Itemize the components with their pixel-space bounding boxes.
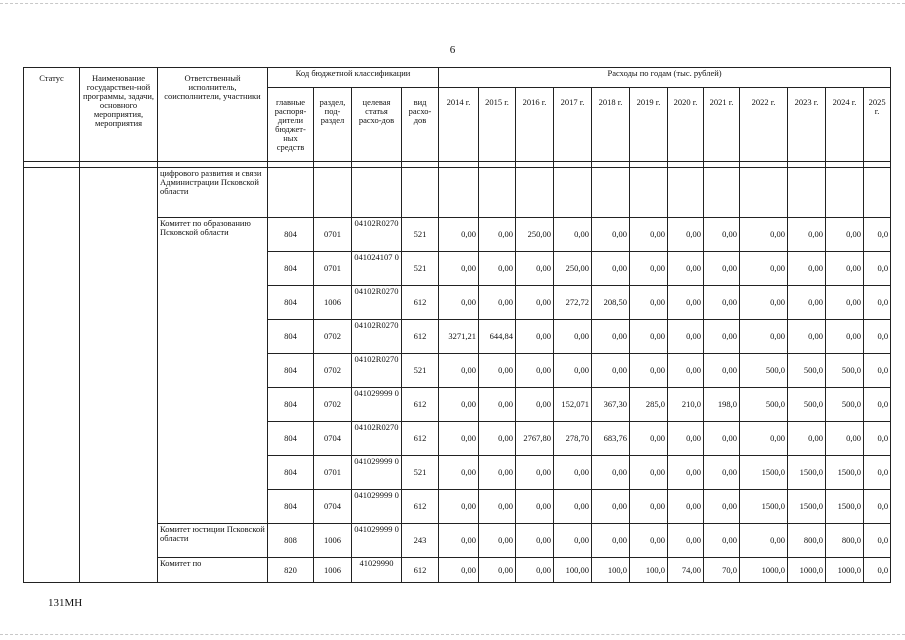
value-cell: 0,00 [516, 252, 554, 286]
value-cell: 1500,0 [740, 456, 788, 490]
executor-cell: Комитет по образованию Псковской области [158, 218, 268, 524]
value-cell: 0,00 [479, 218, 516, 252]
executor-cell: Комитет юстиции Псковской области [158, 524, 268, 558]
value-cell: 0,00 [554, 490, 592, 524]
value-cell: 1000,0 [826, 558, 864, 583]
value-cell: 0,00 [630, 252, 668, 286]
target-article-cell: 04102R0270 [352, 422, 402, 456]
budget-table [23, 67, 891, 583]
value-cell: 0,00 [439, 388, 479, 422]
value-cell: 0,00 [516, 558, 554, 583]
header-year: 2018 г. [592, 88, 630, 162]
value-cell: 74,00 [668, 558, 704, 583]
value-cell: 0,00 [516, 354, 554, 388]
value-cell: 1500,0 [788, 456, 826, 490]
target-article-cell: 04102R0270 [352, 286, 402, 320]
value-cell: 0,0 [864, 218, 891, 252]
value-cell: 0,00 [592, 218, 630, 252]
value-cell: 500,0 [826, 354, 864, 388]
expense-type-cell: 521 [402, 456, 439, 490]
expense-type-cell: 521 [402, 252, 439, 286]
value-cell: 272,72 [554, 286, 592, 320]
value-cell: 0,00 [439, 422, 479, 456]
header-year: 2015 г. [479, 88, 516, 162]
expense-type-cell: 612 [402, 388, 439, 422]
value-cell: 0,00 [630, 286, 668, 320]
value-cell: 0,00 [740, 320, 788, 354]
target-article-cell: 041029999 0 [352, 524, 402, 558]
value-cell: 683,76 [592, 422, 630, 456]
target-article-cell: 04102R0270 [352, 320, 402, 354]
value-cell: 0,00 [554, 456, 592, 490]
value-cell: 0,00 [740, 218, 788, 252]
value-cell: 0,0 [864, 422, 891, 456]
header-main-manager: главные распоря-дители бюджет-ных средств [268, 88, 314, 162]
section-cell: 1006 [314, 286, 352, 320]
section-cell: 1006 [314, 558, 352, 583]
footer-code: 131МН [48, 597, 83, 609]
value-cell: 0,00 [704, 456, 740, 490]
value-cell: 0,00 [826, 286, 864, 320]
value-cell: 0,00 [439, 218, 479, 252]
header-year: 2023 г. [788, 88, 826, 162]
target-article-cell: 04102R0270 [352, 354, 402, 388]
grbs-cell: 820 [268, 558, 314, 583]
continuation-executor: цифрового развития и связи Администрации Псковской области [158, 168, 268, 218]
value-cell: 0,00 [630, 354, 668, 388]
value-cell: 0,00 [668, 252, 704, 286]
section-cell: 0702 [314, 354, 352, 388]
grbs-cell: 804 [268, 388, 314, 422]
value-cell: 0,00 [516, 320, 554, 354]
value-cell: 0,00 [479, 456, 516, 490]
section-cell: 0701 [314, 456, 352, 490]
value-cell: 0,00 [668, 422, 704, 456]
header-year: 2014 г. [439, 88, 479, 162]
header-year: 2016 г. [516, 88, 554, 162]
program-name-cell [80, 168, 158, 583]
value-cell: 278,70 [554, 422, 592, 456]
value-cell: 500,0 [788, 388, 826, 422]
section-cell: 0701 [314, 218, 352, 252]
grbs-cell: 804 [268, 456, 314, 490]
value-cell: 285,0 [630, 388, 668, 422]
expense-type-cell: 612 [402, 320, 439, 354]
grbs-cell: 804 [268, 354, 314, 388]
expense-type-cell: 612 [402, 422, 439, 456]
target-article-cell: 04102R0270 [352, 218, 402, 252]
value-cell: 500,0 [740, 354, 788, 388]
section-cell: 0701 [314, 252, 352, 286]
header-year: 2021 г. [704, 88, 740, 162]
value-cell: 0,00 [630, 422, 668, 456]
section-cell: 0704 [314, 422, 352, 456]
value-cell: 0,00 [516, 490, 554, 524]
header-section: раздел, под-раздел [314, 88, 352, 162]
value-cell: 0,00 [788, 252, 826, 286]
value-cell: 0,00 [439, 456, 479, 490]
value-cell: 0,00 [439, 558, 479, 583]
value-cell: 0,00 [479, 524, 516, 558]
expense-type-cell: 521 [402, 354, 439, 388]
value-cell: 0,00 [668, 320, 704, 354]
header-year: 2017 г. [554, 88, 592, 162]
value-cell: 0,00 [554, 354, 592, 388]
status-cell [24, 168, 80, 583]
value-cell: 100,0 [630, 558, 668, 583]
value-cell: 0,00 [668, 218, 704, 252]
value-cell: 0,00 [630, 490, 668, 524]
value-cell: 0,00 [704, 490, 740, 524]
value-cell: 0,00 [439, 286, 479, 320]
grbs-cell: 804 [268, 218, 314, 252]
value-cell: 0,0 [864, 354, 891, 388]
value-cell: 1500,0 [826, 490, 864, 524]
header-year: 2025 г. [864, 88, 891, 162]
value-cell: 0,00 [516, 388, 554, 422]
value-cell: 0,00 [788, 218, 826, 252]
value-cell: 0,00 [704, 218, 740, 252]
section-cell: 1006 [314, 524, 352, 558]
header-year: 2020 г. [668, 88, 704, 162]
value-cell: 0,00 [668, 456, 704, 490]
value-cell: 100,0 [592, 558, 630, 583]
value-cell: 0,00 [704, 286, 740, 320]
value-cell: 0,00 [439, 524, 479, 558]
value-cell: 0,00 [740, 422, 788, 456]
expense-type-cell: 521 [402, 218, 439, 252]
grbs-cell: 804 [268, 490, 314, 524]
value-cell: 0,00 [826, 252, 864, 286]
value-cell: 210,0 [668, 388, 704, 422]
target-article-cell: 41029990 [352, 558, 402, 583]
value-cell: 500,0 [788, 354, 826, 388]
expense-type-cell: 612 [402, 558, 439, 583]
header-expense-type: вид расхо-дов [402, 88, 439, 162]
value-cell: 0,00 [592, 320, 630, 354]
scan-edge-bottom [0, 634, 905, 635]
value-cell: 800,0 [788, 524, 826, 558]
value-cell: 0,0 [864, 558, 891, 583]
expense-type-cell: 612 [402, 490, 439, 524]
value-cell: 0,00 [479, 252, 516, 286]
target-article-cell: 041024107 0 [352, 252, 402, 286]
expense-type-cell: 243 [402, 524, 439, 558]
value-cell: 152,071 [554, 388, 592, 422]
value-cell: 0,00 [439, 490, 479, 524]
value-cell: 0,00 [554, 320, 592, 354]
value-cell: 0,00 [592, 490, 630, 524]
value-cell: 0,0 [864, 524, 891, 558]
scan-edge-top [0, 3, 905, 4]
value-cell: 0,00 [668, 354, 704, 388]
value-cell: 0,00 [630, 524, 668, 558]
value-cell: 0,00 [479, 286, 516, 320]
header-program-name: Наименование государствен-ной программы, задачи, основного мероприятия, мероприятия [80, 68, 158, 162]
value-cell: 0,00 [479, 490, 516, 524]
target-article-cell: 041029999 0 [352, 456, 402, 490]
value-cell: 0,00 [788, 320, 826, 354]
value-cell: 0,0 [864, 286, 891, 320]
value-cell: 1500,0 [740, 490, 788, 524]
value-cell: 70,0 [704, 558, 740, 583]
value-cell: 0,00 [592, 252, 630, 286]
header-expenses: Расходы по годам (тыс. рублей) [439, 68, 891, 88]
section-cell: 0702 [314, 320, 352, 354]
value-cell: 0,00 [704, 354, 740, 388]
section-cell: 0704 [314, 490, 352, 524]
header-row-1 [24, 68, 891, 88]
value-cell: 1500,0 [788, 490, 826, 524]
continuation-row [24, 168, 891, 218]
value-cell: 2767,80 [516, 422, 554, 456]
value-cell: 0,00 [516, 456, 554, 490]
value-cell: 0,00 [704, 524, 740, 558]
value-cell: 0,00 [740, 286, 788, 320]
value-cell: 0,00 [668, 490, 704, 524]
value-cell: 0,00 [630, 218, 668, 252]
page-number: 6 [449, 44, 456, 56]
value-cell: 500,0 [826, 388, 864, 422]
value-cell: 500,0 [740, 388, 788, 422]
value-cell: 0,00 [516, 524, 554, 558]
value-cell: 0,00 [704, 252, 740, 286]
value-cell: 800,0 [826, 524, 864, 558]
value-cell: 0,00 [630, 456, 668, 490]
value-cell: 0,00 [630, 320, 668, 354]
header-year: 2024 г. [826, 88, 864, 162]
value-cell: 0,00 [592, 456, 630, 490]
value-cell: 1500,0 [826, 456, 864, 490]
value-cell: 0,00 [439, 252, 479, 286]
value-cell: 0,00 [668, 524, 704, 558]
value-cell: 0,00 [592, 524, 630, 558]
value-cell: 0,00 [704, 320, 740, 354]
grbs-cell: 804 [268, 286, 314, 320]
header-executor: Ответственный исполнитель, соисполнители, участники [158, 68, 268, 162]
value-cell: 0,00 [740, 252, 788, 286]
value-cell: 0,00 [479, 388, 516, 422]
header-status: Статус [24, 68, 80, 162]
value-cell: 0,00 [554, 524, 592, 558]
value-cell: 0,00 [826, 320, 864, 354]
value-cell: 1000,0 [788, 558, 826, 583]
grbs-cell: 804 [268, 320, 314, 354]
value-cell: 100,00 [554, 558, 592, 583]
value-cell: 367,30 [592, 388, 630, 422]
value-cell: 198,0 [704, 388, 740, 422]
value-cell: 0,00 [704, 422, 740, 456]
header-budget-classification: Код бюджетной классификации [268, 68, 439, 88]
value-cell: 0,00 [788, 422, 826, 456]
value-cell: 0,0 [864, 388, 891, 422]
value-cell: 0,0 [864, 456, 891, 490]
executor-cell: Комитет по [158, 558, 268, 583]
header-target-article: целевая статья расхо-дов [352, 88, 402, 162]
value-cell: 1000,0 [740, 558, 788, 583]
value-cell: 3271,21 [439, 320, 479, 354]
value-cell: 0,0 [864, 490, 891, 524]
grbs-cell: 804 [268, 422, 314, 456]
section-cell: 0702 [314, 388, 352, 422]
value-cell: 0,00 [740, 524, 788, 558]
value-cell: 0,00 [668, 286, 704, 320]
grbs-cell: 804 [268, 252, 314, 286]
value-cell: 0,00 [479, 422, 516, 456]
value-cell: 0,00 [826, 218, 864, 252]
value-cell: 0,00 [479, 558, 516, 583]
value-cell: 0,00 [554, 218, 592, 252]
value-cell: 0,0 [864, 252, 891, 286]
value-cell: 0,00 [592, 354, 630, 388]
expense-type-cell: 612 [402, 286, 439, 320]
value-cell: 0,00 [788, 286, 826, 320]
header-year: 2019 г. [630, 88, 668, 162]
value-cell: 0,00 [439, 354, 479, 388]
grbs-cell: 808 [268, 524, 314, 558]
value-cell: 0,00 [826, 422, 864, 456]
value-cell: 644,84 [479, 320, 516, 354]
target-article-cell: 041029999 0 [352, 388, 402, 422]
header-year: 2022 г. [740, 88, 788, 162]
value-cell: 0,00 [516, 286, 554, 320]
value-cell: 250,00 [516, 218, 554, 252]
value-cell: 208,50 [592, 286, 630, 320]
value-cell: 0,00 [479, 354, 516, 388]
value-cell: 250,00 [554, 252, 592, 286]
value-cell: 0,0 [864, 320, 891, 354]
target-article-cell: 041029999 0 [352, 490, 402, 524]
